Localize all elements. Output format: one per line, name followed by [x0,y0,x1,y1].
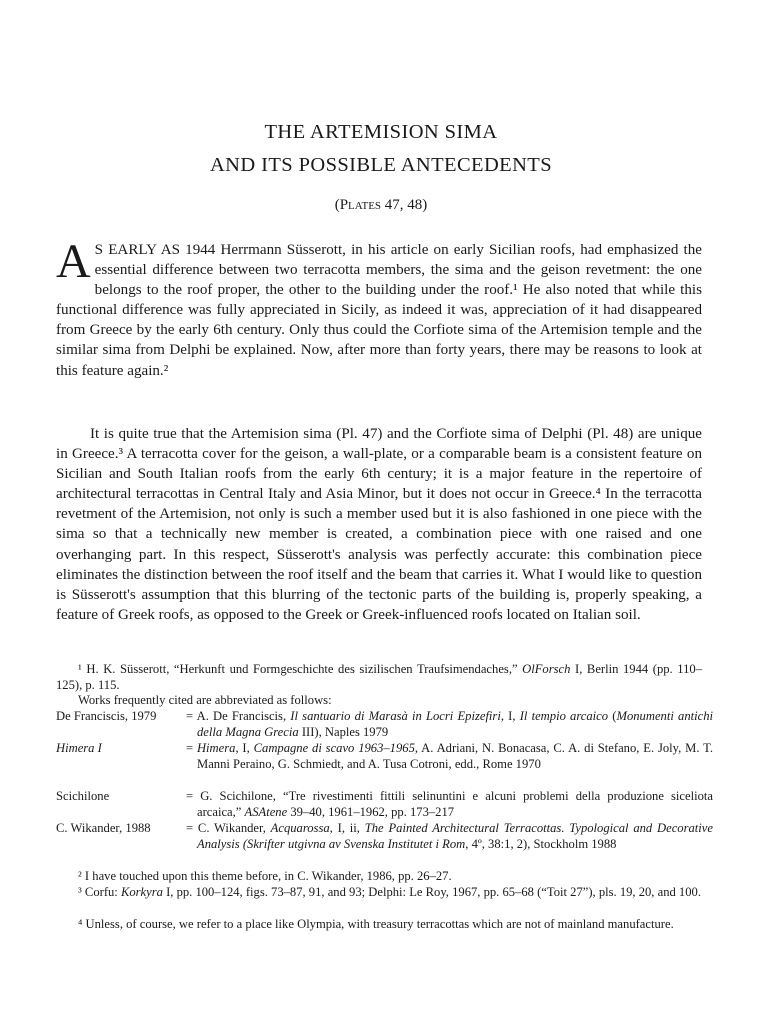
abbreviation-key: De Franciscis, 1979 [56,709,157,723]
abbr-text: ( [608,709,617,723]
abbr-italic: Il santuario di Marasà in Locri Epizefiri [290,709,501,723]
footnote-1-tail: I, Berlin 1944 (pp. 110–125), p. 115. [56,662,702,692]
footnote-3-text: ³ Corfu: [78,885,121,899]
abbr-italic: Himera [196,741,236,755]
footnote-1-journal: OlForsch [522,662,571,676]
abbr-italic: ASAtene [244,805,288,819]
paragraph-2: It is quite true that the Artemision sima (Pl. 47) and the Corfiote sima of Delphi (Pl. 48) are unique in Greece.³ A terracotta cover for the geison, a wall-plate, or a comparable beam is a consistent feature on Sicilian and South Italian roofs from the early 6th century; it is a major feature in the repertoire of architectural terracottas in Central Italy and Asia Minor, but it does not occur in Greece.⁴ In the terracotta revetment of the Artemision, not only is such a member used but it is also fashioned in one piece with the sima so that a technically new member is created, a combination piece with one raised and one overhanging part. In this respect, Süsserott's analysis was perfectly accurate: this combination piece eliminates the distinction between the roof itself and the beam that carries it. What I would like to question is Süsserott's assumption that this blurring of the tectonic parts of the building is, properly speaking, a feature of Greek roofs, as opposed to the Greek or Greek-influenced roofs located on Italian soil. [56,426,702,623]
abbreviation-value [186,740,713,772]
abbr-text: , A. Adriani, N. Bonacasa, C. A. di Stefano, E. Joly, M. T. Manni Peraino, G. Schmiedt, and A. Tusa Cotroni, edd., Rome 1970 [197,741,713,771]
abbr-text: = G. Scichilone, “Tre rivestimenti fittili selinuntini e alcuni problemi della produzione siceliota arcaica,” [186,789,713,819]
footnote-2: ² I have touched upon this theme before, in C. Wikander, 1986, pp. 26–27. [78,869,452,883]
footnote-3 [56,884,702,900]
abbr-italic: Monumenti antichi della Magna Grecia [197,709,713,739]
abbr-text: , I, [500,709,520,723]
paragraph-1-text: S EARLY AS 1944 Herrmann Süsserott, in his article on early Sicilian roofs, had emphasized the essential difference between two terracotta members, the sima and the geison revetment: the one belongs to the roof proper, the other to the building under the roof.¹ He also noted that while this functional difference was fully appreciated in Sicily, as indeed it was, appreciation of it had disappeared from Greece by the early 6th century. Only thus could the Corfiote sima of the Artemision temple and the similar sima from Delphi be explained. Now, after more than forty years, there may be reasons to look at this feature again.² [56,242,702,379]
article-title-line-1: THE ARTEMISION SIMA [264,121,498,143]
abbr-text: , 4º, 38:1, 2), Stockholm 1988 [465,837,617,851]
footnote-1 [56,661,702,693]
drop-cap: A [56,235,91,288]
footnote-1-text: H. K. Süsserott, “Herkunft und Formgeschichte des sizilischen Traufsimendaches,” [81,662,523,676]
abbr-text: = C. Wikander, [186,821,271,835]
abbreviation-value [186,788,713,820]
footnote-4: ⁴ Unless, of course, we refer to a place like Olympia, with treasury terracottas which are not of mainland manufacture. [78,917,674,931]
abbr-text: 39–40, 1961–1962, pp. 173–217 [287,805,455,819]
abbr-italic: The Painted Architectural Terracottas. Typological and Decorative Analysis (Skrifter utgivna av Svenska Institutet i Rom [197,821,713,851]
abbreviation-value [186,820,713,852]
plates-reference: (Plates 47, 48) [334,197,428,213]
abbr-text: = [186,741,197,755]
abbr-italic: Campagne di scavo 1963–1965 [253,741,415,755]
works-cited-intro: Works frequently cited are abbreviated as follows: [78,693,332,707]
abbreviation-key: Himera I [56,741,102,755]
abbr-text: III), Naples 1979 [298,725,389,739]
abbr-italic: Il tempio arcaico [519,709,609,723]
abbreviation-key: Scichilone [56,789,110,803]
footnote-3-tail: I, pp. 100–124, figs. 73–87, 91, and 93; Delphi: Le Roy, 1967, pp. 65–68 (“Toit 27”), pls. 19, 20, and 100. [162,885,701,899]
abbr-text: , I, ii, [329,821,365,835]
abbr-text: , I, [235,741,254,755]
abbr-italic: Acquarossa [270,821,330,835]
abbreviation-value [186,708,713,740]
article-title-line-2: AND ITS POSSIBLE ANTECEDENTS [209,154,553,176]
abbreviation-key: C. Wikander, 1988 [56,821,151,835]
paragraph-1 [56,235,702,381]
abbr-text: = A. De Franciscis, [186,709,291,723]
footnote-3-journal: Korkyra [120,885,163,899]
footnote-1-mark: ¹ [78,662,82,676]
